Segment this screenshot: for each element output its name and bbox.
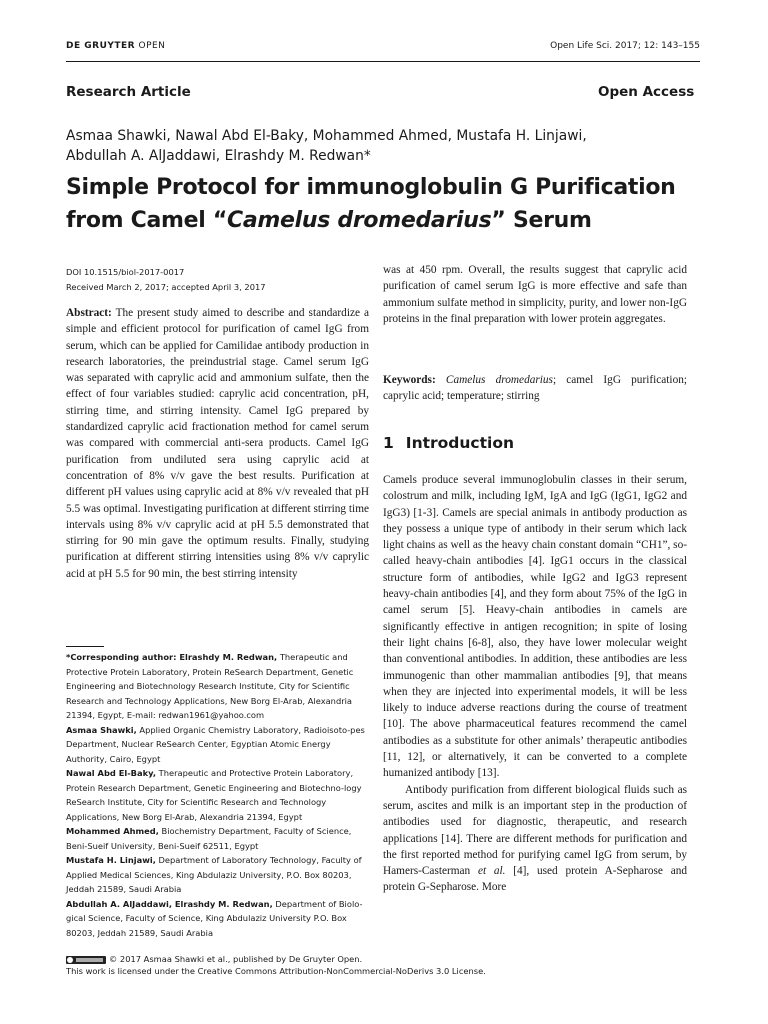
footnote: *Corresponding author: Elrashdy M. Redwan, Therapeutic and Protective Protein Laboratory, Protein ReSearch Department, Genetic Engineering and Biotechnology Research Institute, City for Scientific Research and Technology Applications, New Borg El-Arab, Alexandria 21394, Egypt, E-mail: redwan1961@yahoo.com bbox=[66, 652, 354, 720]
license-line: This work is licensed under the Creative Commons Attribution-NonCommercial-NoDerivs 3.0 License. bbox=[66, 966, 486, 976]
journal-citation: Open Life Sci. 2017; 12: 143–155 bbox=[550, 41, 700, 51]
author-line: Asmaa Shawki, Nawal Abd El-Baky, Mohammed Ahmed, Mustafa H. Linjawi, bbox=[66, 128, 587, 144]
article-title bbox=[66, 171, 706, 237]
abstract-continuation: was at 450 rpm. Overall, the results suggest that caprylic acid purification of camel serum IgG is more effective and safe than ammonium sulfate method in simplicity, purity, and lower non-IgG proteins in the final preparation with lower protein aggregates. bbox=[383, 264, 687, 325]
copyright-line: © 2017 Asmaa Shawki et al., published by De Gruyter Open. bbox=[66, 953, 706, 965]
open-access-label: Open Access bbox=[598, 84, 695, 100]
affiliations-footnotes bbox=[66, 650, 369, 940]
keywords: Keywords: Camelus dromedarius; camel IgG purification; caprylic acid; temperature; stirring bbox=[383, 374, 687, 403]
introduction-body bbox=[383, 472, 687, 896]
running-header bbox=[66, 41, 700, 55]
article-meta bbox=[66, 265, 366, 295]
cc-license-icon[interactable] bbox=[66, 956, 106, 964]
author-line: Abdullah A. AlJaddawi, Elrashdy M. Redwan* bbox=[66, 148, 371, 164]
abstract-label: Abstract: bbox=[66, 307, 112, 319]
header-rule bbox=[66, 61, 700, 62]
title-line: Simple Protocol for immunoglobulin G Purification bbox=[66, 175, 676, 200]
footnote: Asmaa Shawki, Applied Organic Chemistry Laboratory, Radioisoto-pes Department, Nuclear ReSearch Center, Egyptian Atomic Energy Authority, Cairo, Egypt bbox=[66, 724, 365, 764]
author-list bbox=[66, 126, 666, 166]
title-line: from Camel “Camelus dromedarius” Serum bbox=[66, 208, 592, 233]
footnote-rule bbox=[66, 646, 104, 647]
paragraph: Antibody purification from different biological fluids such as serum, ascites and milk is an important step in the production of antibodies used for diagnostic, therapeutic, and research applications [14]. There are different methods for purification and the first reported method for purifying camel IgG from serum, by Hamers-Casterman et al. [4], used protein A-Sepharose and protein G-Sepharose. More bbox=[383, 783, 688, 894]
received-dates: Received March 2, 2017; accepted April 3, 2017 bbox=[66, 282, 266, 292]
section-heading-introduction: 1 Introduction bbox=[383, 434, 515, 452]
footnote: Mustafa H. Linjawi, Department of Laboratory Technology, Faculty of Applied Medical Sciences, King Abdulaziz University, P.O. Box 80203, Jeddah 21589, Saudi Arabia bbox=[66, 855, 362, 894]
license-block bbox=[66, 953, 706, 977]
article-type: Research Article bbox=[66, 84, 191, 100]
paragraph: Camels produce several immunoglobulin classes in their serum, colostrum and milk, including IgM, IgA and IgG (IgG1, IgG2 and IgG3) [1-3]. Camels are special animals in antibody production as they possess a unique type of antibody in their serum which lack light chains as well as the heavy chain constant domain “CH1”, so-called heavy-chain antibodies [4]. IgG1 occurs in the classical structure form of antibodies, while IgG2 and IgG3 represent heavy-chain antibodies [4], and they form about 75% of the IgG in camel serum [5]. Heavy-chain antibodies in camels are significantly effective in antigen recognition; in spite of losing their light chains [6-8], also, they have lower molecular weight than conventional antibodies. In addition, these antibodies are less immunogenic than other mammalian antibodies [9], that means when they are injected into experimental models, it will be less likely to induce adverse reactions during the course of treatment [10]. The above pharmaceutical features recommend the camel antibodies as a substitute for other animals’ therapeutic antibodies [11, 12], or alternatively, it can be converted to a complete humanized antibody [13]. bbox=[383, 474, 687, 780]
publisher-name: DE GRUYTER OPEN bbox=[66, 41, 166, 51]
abstract-text: The present study aimed to describe and standardize a simple and efficient protocol for purification of camel IgG from serum, which can be applied for Camilidae antibody production in research laboratories, the preindustrial stage. Camel serum IgG was separated with caprylic acid and ammonium sulfate, then the effect of four variables studied: caprylic acid concentration, pH, stirring time, and stirring intensity. Camel IgG prepared by standardized caprylic acid fractionation method for camel serum was compared with commercial anti-sera products. Camel IgG purification from undiluted sera using caprylic acid at concentration of 8% v/v gave the best results. Purification at different pH values using caprylic acid at 8% v/v revealed that pH 5.5 was optimal. Investigating purification at different stirring time intervals using 8% v/v caprylic acid at pH 5.5 demonstrated that stirring for 90 min gave the optimum results. Finally, studying purification at different stirring intensities using 8% v/v caprylic acid at pH 5.5 for 90 min, the best stirring intensity bbox=[66, 307, 369, 580]
abstract bbox=[66, 305, 369, 582]
footnote: Abdullah A. AlJaddawi, Elrashdy M. Redwan, Department of Biolo-gical Science, Faculty of Science, King Abdulaziz University P.O. Box 80203, Jeddah 21589, Saudi Arabia bbox=[66, 898, 363, 938]
footnote: Nawal Abd El-Baky, Therapeutic and Protective Protein Laboratory, Protein Research Department, Genetic Engineering and Biotechno-logy ReSearch Institute, City for Scientific Research and Technology Applications, New Borg El-Arab, Alexandria 21394, Egypt bbox=[66, 768, 362, 822]
keywords-label: Keywords: bbox=[383, 374, 436, 386]
doi[interactable]: DOI 10.1515/biol-2017-0017 bbox=[66, 267, 185, 277]
footnote: Mohammed Ahmed, Biochemistry Department, Faculty of Science, Beni-Sueif University, Beni-Sueif 62511, Egypt bbox=[66, 826, 352, 851]
